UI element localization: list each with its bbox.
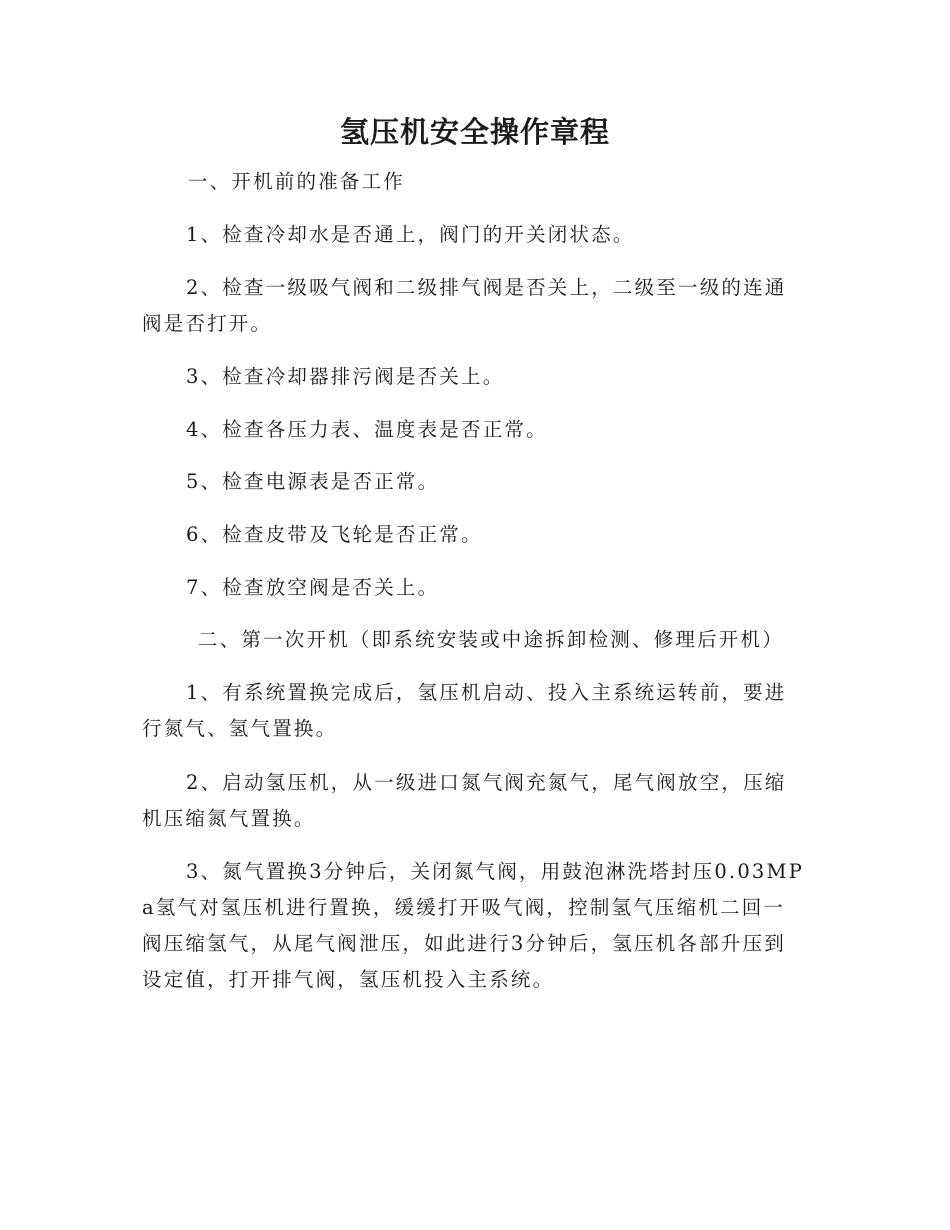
list-item: 7、检查放空阀是否关上。 [186,576,440,599]
section-heading-preparation: 一、开机前的准备工作 [188,170,406,193]
section-heading-first-start: 二、第一次开机（即系统安装或中途拆卸检测、修理后开机） [198,628,784,651]
list-item: 2、检查一级吸气阀和二级排气阀是否关上，二级至一级的连通阀是否打开。 [142,276,787,335]
list-item: 5、检查电源表是否正常。 [186,470,440,493]
list-item: 1、检查冷却水是否通上，阀门的开关闭状态。 [186,223,635,246]
list-item: 2、启动氢压机，从一级进口氮气阀充氮气，尾气阀放空，压缩机压缩氮气置换。 [142,771,787,830]
list-item: 4、检查各压力表、温度表是否正常。 [186,418,548,441]
list-item: 6、检查皮带及飞轮是否正常。 [186,523,483,546]
list-item: 3、检查冷却器排污阀是否关上。 [186,365,505,388]
list-item: 3、氮气置换3分钟后，关闭氮气阀，用鼓泡淋洗塔封压0.03MPa氢气对氢压机进行置换，缓缓打开吸气阀，控制氢气压缩机二回一阀压缩氢气，从尾气阀泄压，如此进行3分钟后，氢压机各部升压到设定值，打开排气阀，氢压机投入主系统。 [142,860,805,991]
list-item: 1、有系统置换完成后，氢压机启动、投入主系统运转前，要进行氮气、氢气置换。 [142,681,787,740]
document-title: 氢压机安全操作章程 [339,115,610,149]
